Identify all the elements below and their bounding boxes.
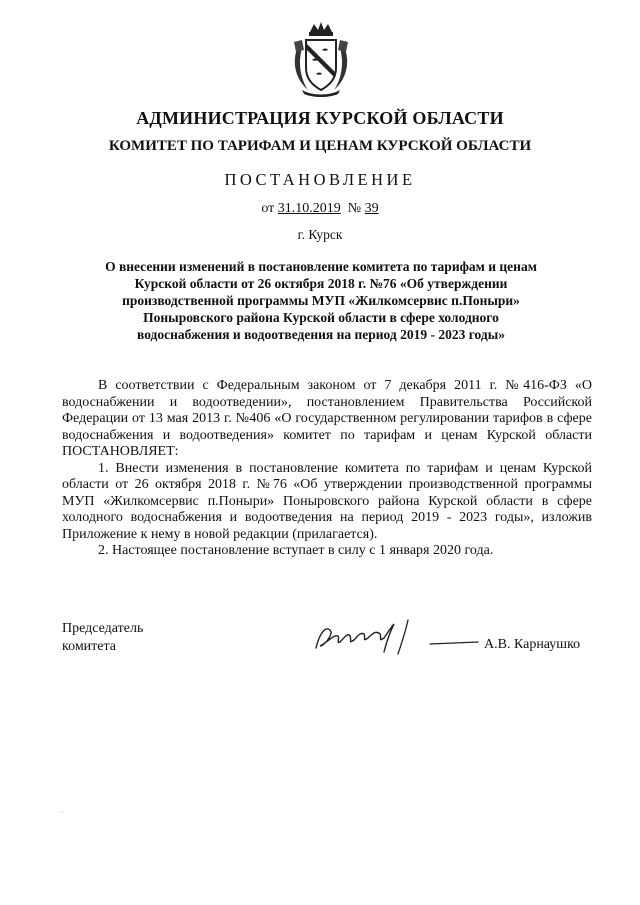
handwritten-signature xyxy=(310,612,480,658)
document-date: 31.10.2019 xyxy=(277,201,341,216)
signatory-position xyxy=(62,620,143,656)
document-number: 39 xyxy=(364,201,379,216)
document-body xyxy=(62,378,592,560)
date-prefix: от xyxy=(261,201,275,216)
number-prefix: № xyxy=(347,201,362,216)
position-line: Председатель xyxy=(62,621,144,636)
signatory-name: А.В. Карнаушко xyxy=(484,637,581,652)
title-line: Курской области от 26 октября 2018 г. №76 «Об утверждении xyxy=(134,276,508,291)
title-line: Поныровского района Курской области в сфере холодного xyxy=(143,310,499,325)
page-mark xyxy=(62,812,63,813)
item-1-paragraph: 1. Внести изменения в постановление комитета по тарифам и ценам Курской области от 26 октября 2018 г. №76 «Об утверждении производственной программы МУП «Жилкомсервис п.Поныри» Поныровского района Курской области в сфере холодного водоснабжения и водоотведения на период 2019 - 2023 годы», изложив Приложение к нему в новой редакции (прилагается). xyxy=(62,460,592,542)
title-line: О внесении изменений в постановление комитета по тарифам и ценам xyxy=(105,259,537,274)
city: г. Курск xyxy=(297,227,343,242)
date-number-line xyxy=(0,201,640,217)
document-title xyxy=(76,258,566,343)
item-2-paragraph: 2. Настоящее постановление вступает в силу с 1 января 2020 года. xyxy=(98,543,494,558)
title-line: водоснабжения и водоотведения на период 2019 - 2023 годы» xyxy=(137,327,505,342)
coat-of-arms-icon xyxy=(288,20,354,98)
position-line: комитета xyxy=(62,639,117,654)
committee-name: КОМИТЕТ ПО ТАРИФАМ И ЦЕНАМ КУРСКОЙ ОБЛАСТИ xyxy=(108,138,532,154)
organization-name: АДМИНИСТРАЦИЯ КУРСКОЙ ОБЛАСТИ xyxy=(136,108,504,128)
preamble-paragraph: В соответствии с Федеральным законом от 7 декабря 2011 г. №416-ФЗ «О водоснабжении и водоотведении», постановлением Правительства Российской Федерации от 13 мая 2013 г. №406 «О государственном регулировании тарифов в сфере водоснабжения и водоотведения» комитет по тарифам и ценам Курской области ПОСТАНОВЛЯЕТ: xyxy=(62,378,592,459)
document-type: ПОСТАНОВЛЕНИЕ xyxy=(224,170,416,189)
title-line: производственной программы МУП «Жилкомсервис п.Поныри» xyxy=(122,293,520,308)
